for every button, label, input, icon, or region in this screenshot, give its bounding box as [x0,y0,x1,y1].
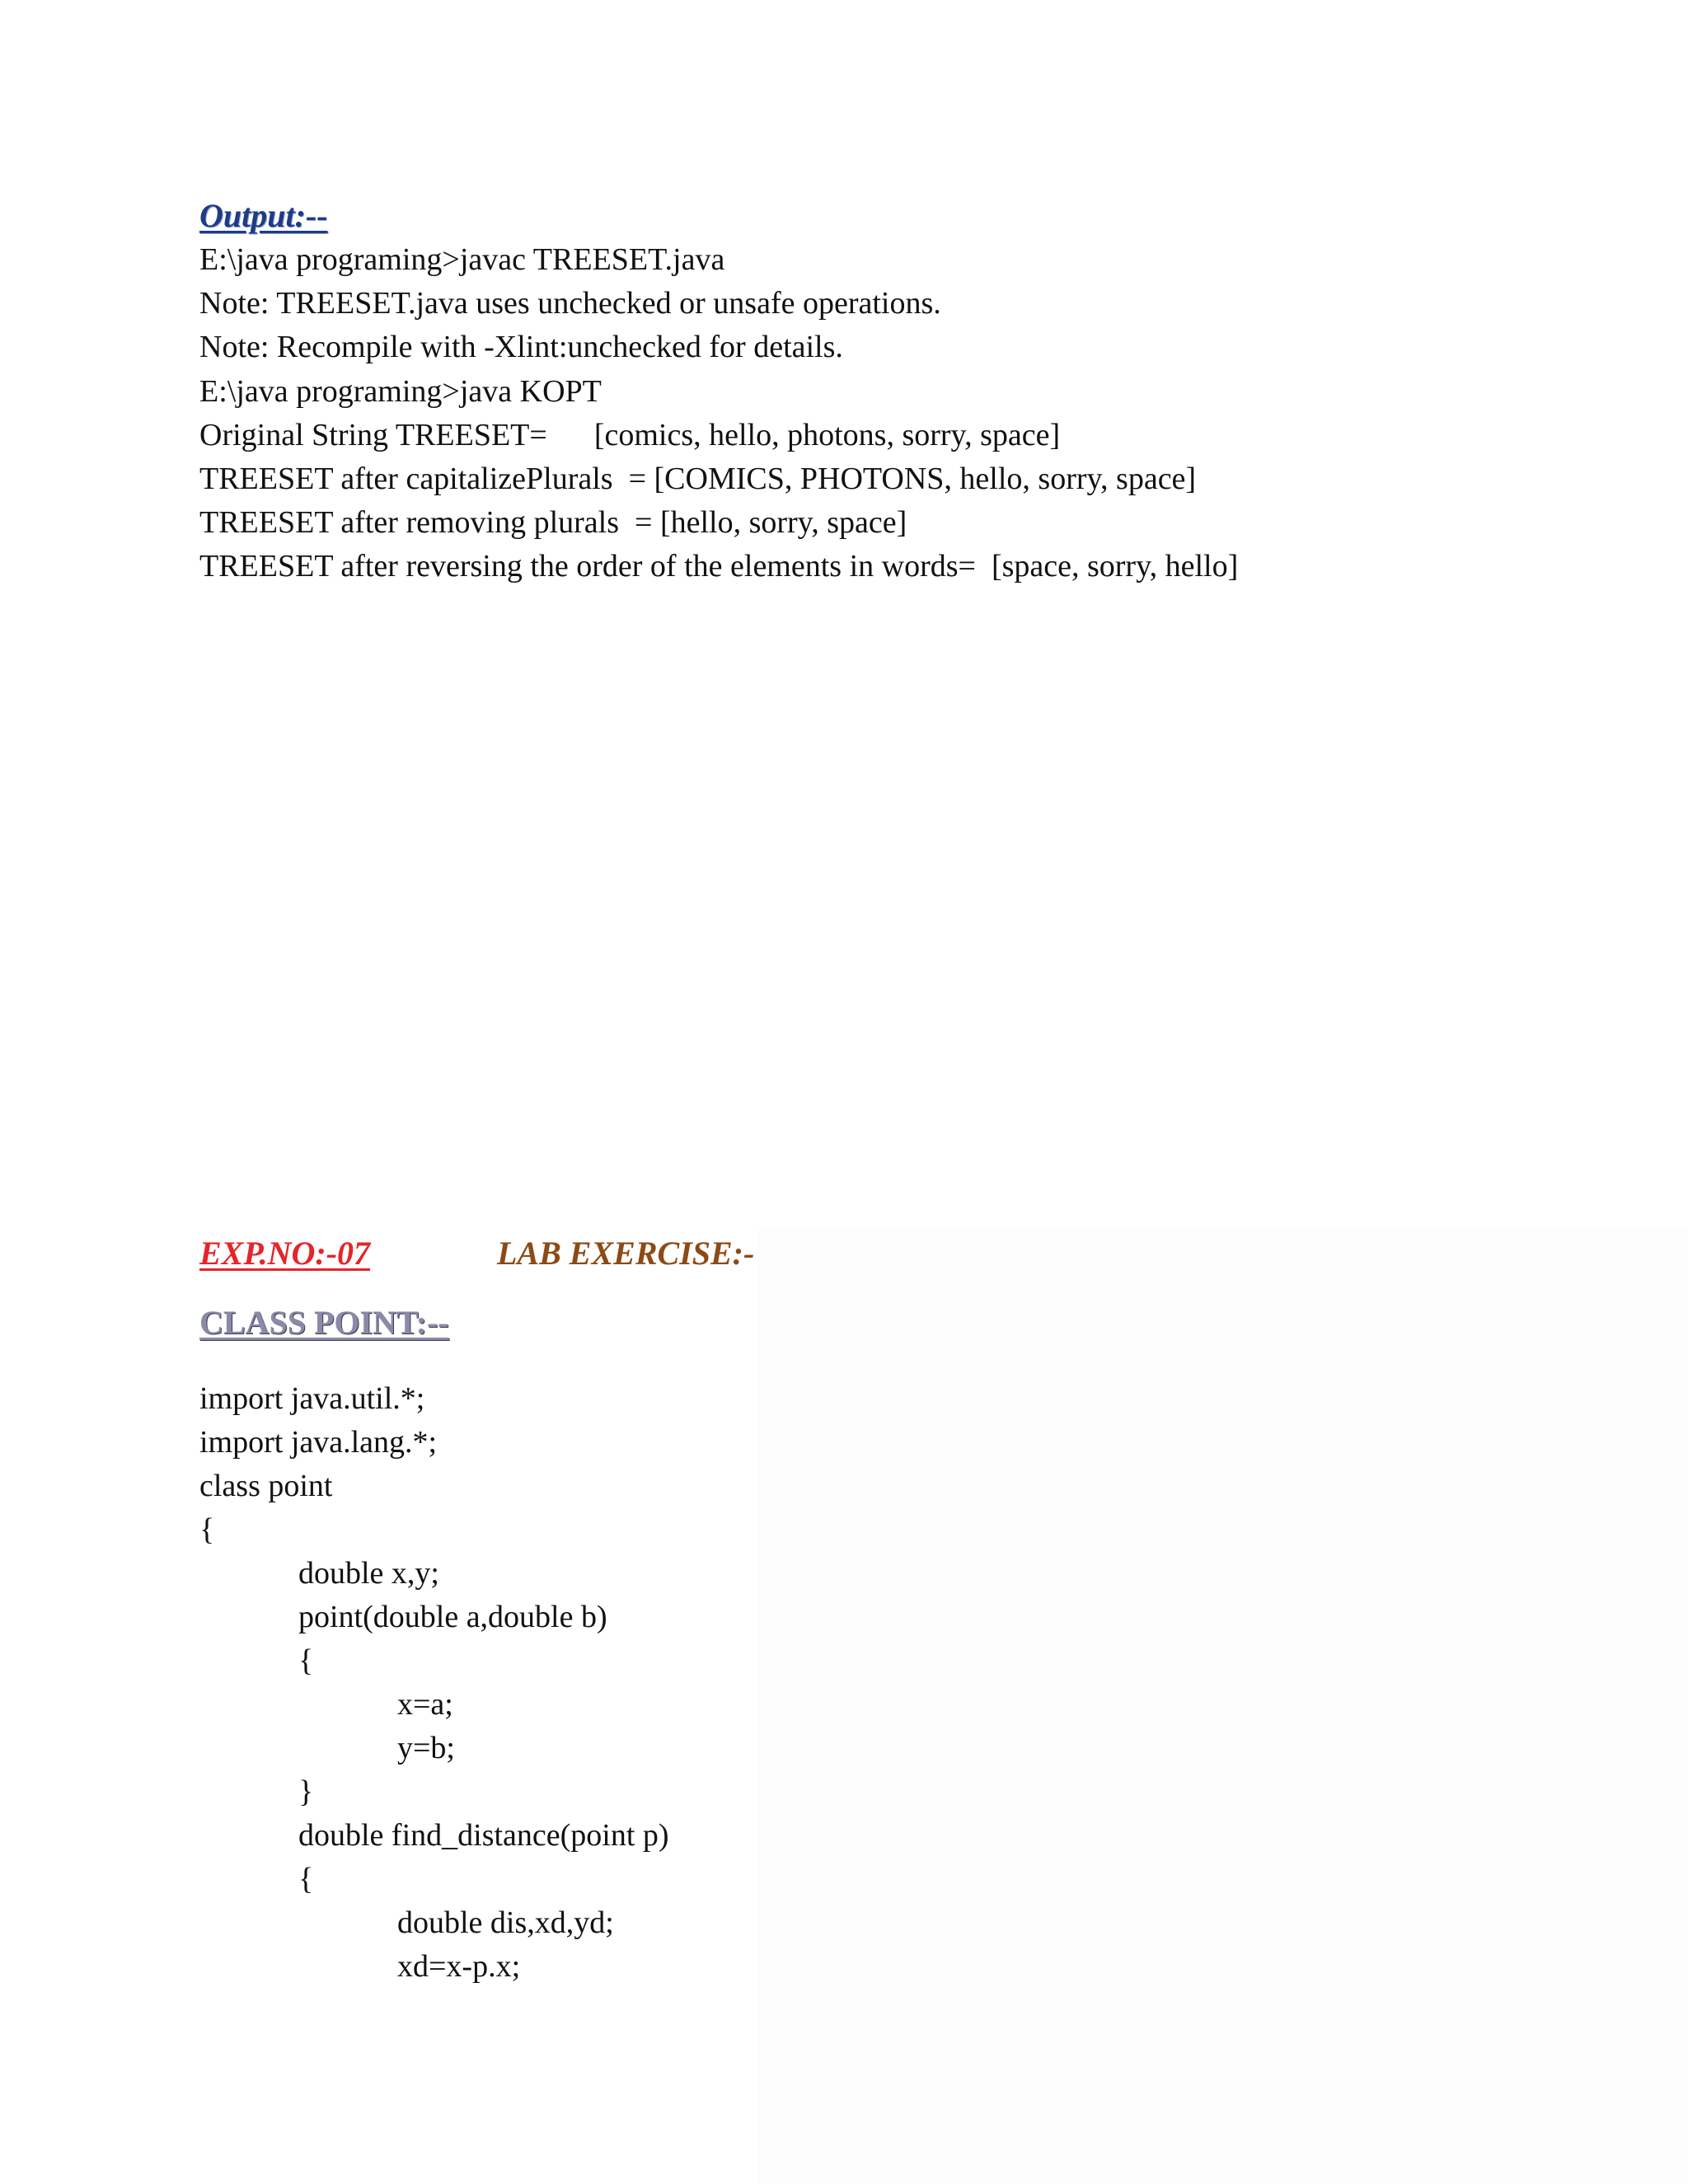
output-line: TREESET after capitalizePlurals = [COMICS, PHOTONS, hello, sorry, space] [199,462,1197,496]
output-heading: Output:-- [199,197,328,234]
code-line: import java.lang.*; [199,1425,438,1460]
code-line: } [298,1774,314,1809]
code-line: class point [199,1469,333,1503]
code-line: double dis,xd,yd; [397,1905,614,1940]
page-shading [758,1228,1688,2184]
code-line: x=a; [397,1687,453,1722]
code-line: { [199,1512,215,1547]
output-line: TREESET after reversing the order of the elements in words= [space, sorry, hello] [199,549,1239,583]
code-line: y=b; [397,1731,455,1765]
experiment-number: EXP.NO:-07 [199,1235,371,1272]
code-line: xd=x-p.x; [397,1949,521,1984]
code-line: { [298,1643,314,1678]
output-line: E:\java programing>java KOPT [199,374,602,409]
lab-exercise-title: LAB EXERCISE:- [497,1235,755,1272]
code-line: double x,y; [298,1556,439,1591]
output-line: E:\java programing>javac TREESET.java [199,242,725,277]
code-line: import java.util.*; [199,1381,425,1416]
code-line: point(double a,double b) [298,1600,607,1634]
output-line: Original String TREESET= [comics, hello, photons, sorry, space] [199,418,1061,452]
output-line: TREESET after removing plurals = [hello, sorry, space] [199,505,907,540]
code-line: double find_distance(point p) [298,1818,669,1853]
code-line: { [298,1862,314,1896]
output-line: Note: TREESET.java uses unchecked or unsafe operations. [199,286,941,321]
output-line: Note: Recompile with -Xlint:unchecked for details. [199,330,843,364]
class-point-heading: CLASS POINT:-- [199,1304,449,1341]
